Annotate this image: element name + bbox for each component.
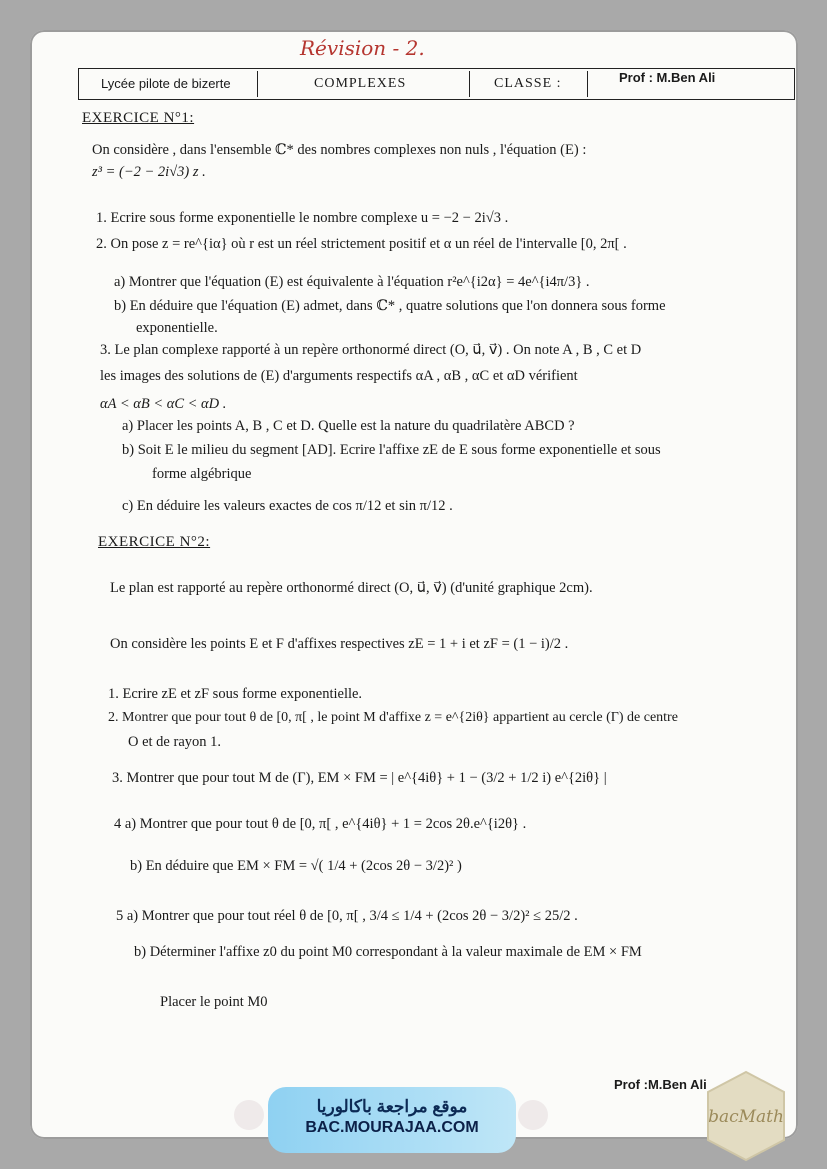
ex2-question-4b: b) En déduire que EM × FM = √( 1/4 + (2cos 2θ − 3/2)² ) — [130, 858, 462, 874]
ex1-question-2a: a) Montrer que l'équation (E) est équivalente à l'équation r²e^{i2α} = 4e^{i4π/3} . — [114, 274, 590, 290]
ex2-question-5a: 5 a) Montrer que pour tout réel θ de [0, π[ , 3/4 ≤ 1/4 + (2cos 2θ − 3/2)² ≤ 25/2 . — [116, 908, 578, 924]
school-name: Lycée pilote de bizerte — [101, 76, 231, 91]
ex1-question-3-cont: les images des solutions de (E) d'arguments respectifs αA , αB , αC et αD vérifient — [100, 368, 578, 384]
exercise-2-title: EXERCICE N°2: — [98, 534, 211, 550]
ex2-question-5b: b) Déterminer l'affixe z0 du point M0 correspondant à la valeur maximale de EM × FM — [134, 944, 642, 960]
bacmath-logo-icon — [698, 1068, 794, 1164]
ex1-question-3a: a) Placer les points A, B , C et D. Quelle est la nature du quadrilatère ABCD ? — [122, 418, 575, 434]
header-divider — [587, 71, 588, 97]
exercise-1-title: EXERCICE N°1: — [82, 110, 195, 126]
site-badge-icon — [518, 1100, 548, 1130]
handwritten-title: Révision - 2. — [300, 36, 425, 60]
ex2-question-4a: 4 a) Montrer que pour tout θ de [0, π[ , e^{4iθ} + 1 = 2cos 2θ.e^{i2θ} . — [114, 816, 527, 832]
ex2-intro: Le plan est rapporté au repère orthonormé direct (O, u⃗, v⃗) (d'unité graphique 2cm). — [110, 580, 593, 596]
document-page — [30, 30, 798, 1139]
class-label: CLASSE : — [494, 76, 562, 91]
ex2-points: On considère les points E et F d'affixes respectives zE = 1 + i et zF = (1 − i)/2 . — [110, 636, 569, 652]
ex2-question-1: 1. Ecrire zE et zF sous forme exponentielle. — [108, 686, 363, 702]
site-url[interactable]: BAC.MOURAJAA.COM — [305, 1119, 479, 1136]
site-badge-icon — [234, 1100, 264, 1130]
footer-prof: Prof :M.Ben Ali — [614, 1077, 707, 1092]
ex1-question-3b-cont: forme algébrique — [152, 466, 252, 482]
ex2-question-2-cont: O et de rayon 1. — [128, 734, 222, 750]
ex1-question-2: 2. On pose z = re^{iα} où r est un réel strictement positif et α un réel de l'intervalle [0, 2π[ . — [96, 236, 627, 252]
ex1-question-3: 3. Le plan complexe rapporté à un repère orthonormé direct (O, u⃗, v⃗) . On note A , B , C et D — [100, 342, 642, 358]
ex2-question-5c: Placer le point M0 — [160, 994, 268, 1010]
ex1-question-1: 1. Ecrire sous forme exponentielle le nombre complexe u = −2 − 2i√3 . — [96, 210, 509, 226]
site-arabic-name: موقع مراجعة باكالوريا — [316, 1097, 468, 1116]
ex1-question-3-order: αA < αB < αC < αD . — [100, 396, 227, 412]
ex2-question-3: 3. Montrer que pour tout M de (Γ), EM × FM = | e^{4iθ} + 1 − (3/2 + 1/2 i) e^{2iθ} | — [112, 770, 607, 786]
ex1-question-2b-cont: exponentielle. — [136, 320, 218, 336]
ex1-question-3b: b) Soit E le milieu du segment [AD]. Ecrire l'affixe zE de E sous forme exponentielle et sous — [122, 442, 661, 458]
ex1-equation: z³ = (−2 − 2i√3) z . — [92, 164, 206, 180]
header-divider — [257, 71, 258, 97]
header-table — [78, 68, 795, 100]
prof-name: Prof : M.Ben Ali — [619, 70, 716, 85]
subject-title: COMPLEXES — [314, 76, 407, 91]
site-banner[interactable] — [268, 1087, 516, 1153]
header-divider — [469, 71, 470, 97]
ex2-question-2: 2. Montrer que pour tout θ de [0, π[ , le point M d'affixe z = e^{2iθ} appartient au cercle (Γ) de centre — [108, 710, 678, 725]
ex1-intro: On considère , dans l'ensemble ℂ* des nombres complexes non nuls , l'équation (E) : — [92, 142, 587, 158]
bacmath-logo-text: bacMath — [708, 1107, 784, 1127]
ex1-question-2b: b) En déduire que l'équation (E) admet, dans ℂ* , quatre solutions que l'on donnera sous forme — [114, 298, 666, 314]
ex1-question-3c: c) En déduire les valeurs exactes de cos π/12 et sin π/12 . — [122, 498, 453, 514]
